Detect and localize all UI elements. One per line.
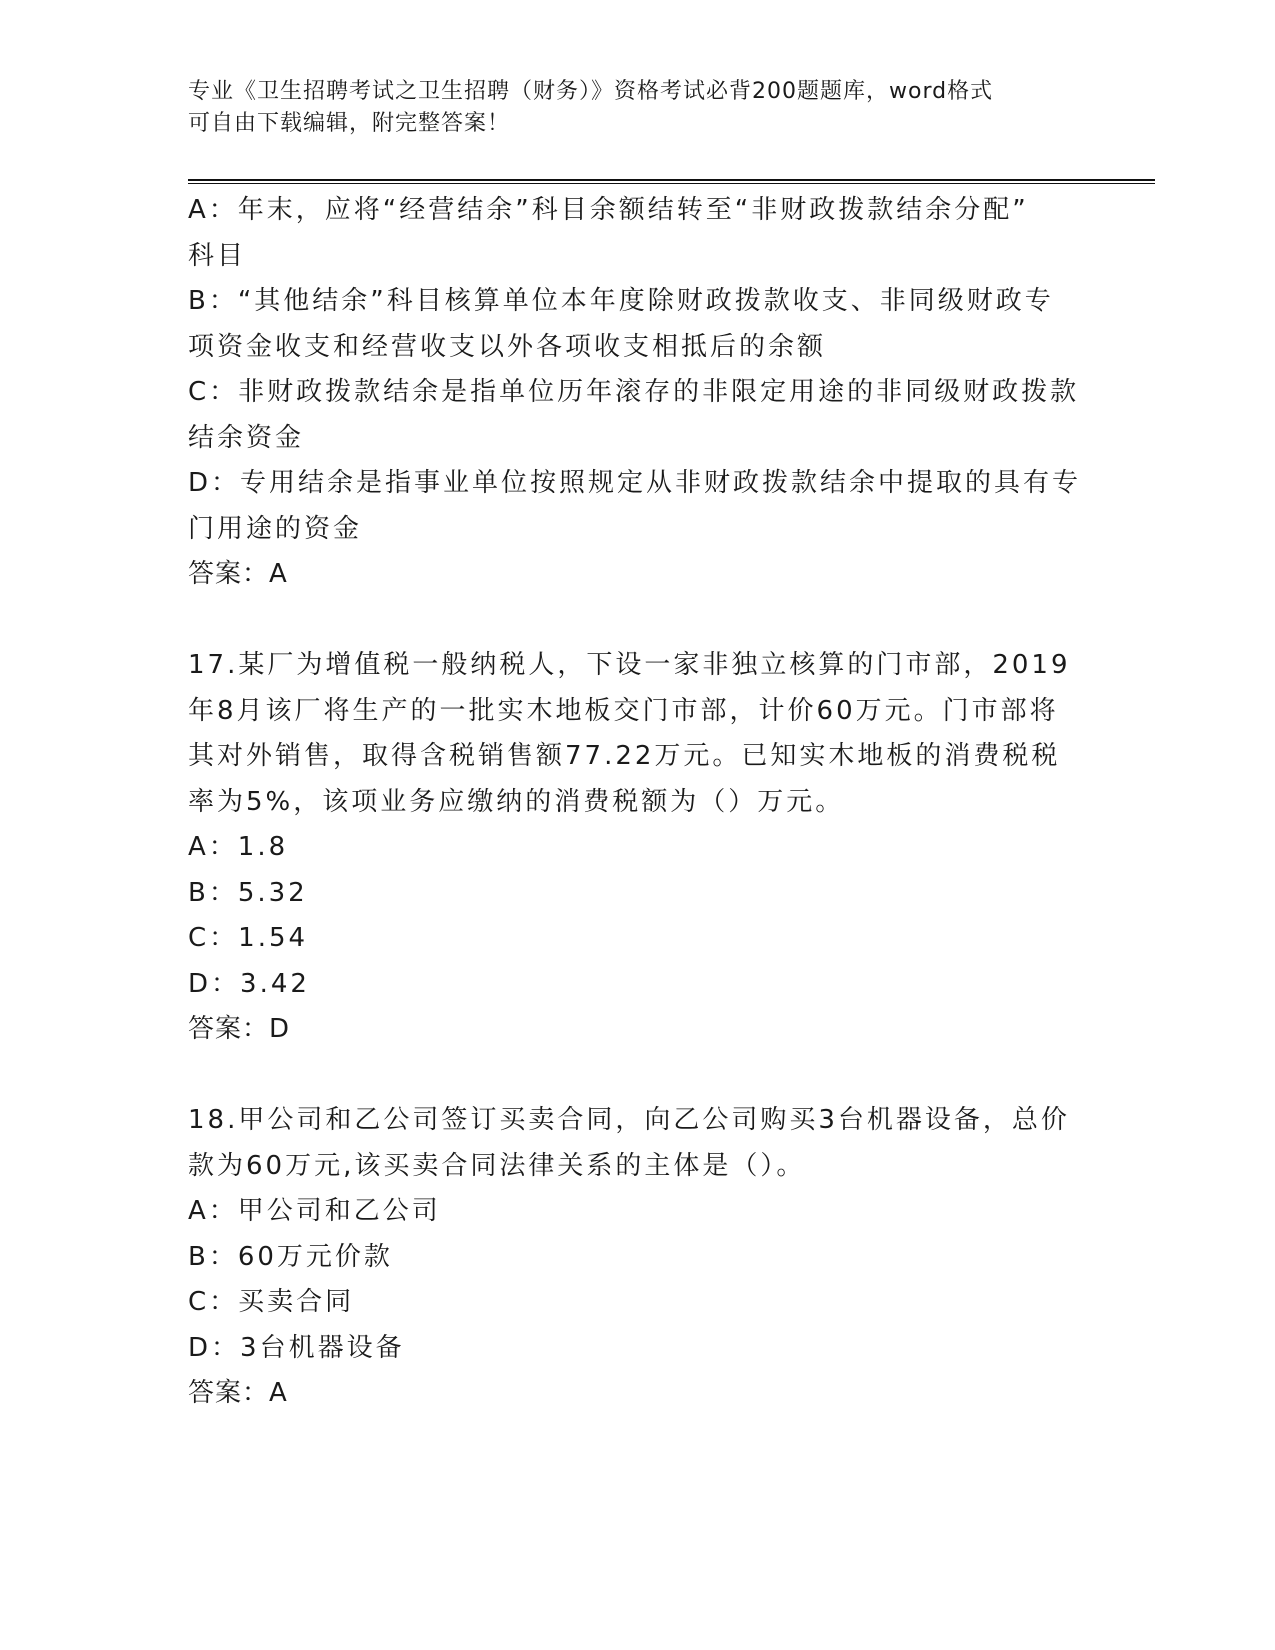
q16-answer: 答案：A — [188, 559, 288, 589]
q16-option-b-line-2: 项资金收支和经营收支以外各项收支相抵后的余额 — [188, 331, 827, 362]
q16-option-c-line-2: 结余资金 — [188, 422, 305, 453]
q17-stem-line-1: 17.某厂为增值税一般纳税人，下设一家非独立核算的门市部，2019 — [188, 650, 1071, 680]
question-16-options — [188, 188, 1088, 598]
q16-option-d-line-1: D：专用结余是指事业单位按照规定从非财政拨款结余中提取的具有专 — [188, 468, 1082, 498]
q16-option-d-line-2: 门用途的资金 — [188, 513, 363, 544]
q16-option-a-line-2: 科目 — [188, 240, 247, 271]
question-18 — [188, 1098, 1088, 1417]
q18-answer: 答案：A — [188, 1378, 288, 1408]
question-spacer — [188, 598, 1088, 644]
document-body — [188, 188, 1088, 1417]
q18-stem-line-1: 18.甲公司和乙公司签订买卖合同，向乙公司购买3台机器设备，总价 — [188, 1105, 1070, 1135]
q17-option-c: C：1.54 — [188, 923, 309, 953]
q16-option-c-line-1: C：非财政拨款结余是指单位历年滚存的非限定用途的非同级财政拨款 — [188, 377, 1080, 407]
document-header — [188, 76, 1088, 140]
q18-option-d: D：3台机器设备 — [188, 1332, 405, 1363]
q17-stem-line-4: 率为5%，该项业务应缴纳的消费税额为（）万元。 — [188, 786, 845, 817]
q18-option-a: A：甲公司和乙公司 — [188, 1196, 441, 1226]
q17-stem-line-2: 年8月该厂将生产的一批实木地板交门市部，计价60万元。门市部将 — [188, 695, 1059, 726]
q18-stem-line-2: 款为60万元,该买卖合同法律关系的主体是（）。 — [188, 1150, 806, 1181]
q18-option-b: B：60万元价款 — [188, 1241, 393, 1272]
q17-option-a: A：1.8 — [188, 832, 289, 862]
header-title-line-2: 可自由下载编辑，附完整答案！ — [188, 111, 511, 136]
question-17 — [188, 643, 1088, 1053]
q17-option-d: D：3.42 — [188, 968, 310, 999]
q18-option-c: C：买卖合同 — [188, 1287, 355, 1317]
q17-answer: 答案：D — [188, 1014, 291, 1044]
q17-stem-line-3: 其对外销售，取得含税销售额77.22万元。已知实木地板的消费税税 — [188, 741, 1061, 771]
question-spacer — [188, 1053, 1088, 1099]
header-title-line-1: 专业《卫生招聘考试之卫生招聘（财务）》资格考试必背200题题库，word格式 — [188, 79, 994, 104]
header-divider — [188, 179, 1155, 184]
q16-option-b-line-1: B：“其他结余”科目核算单位本年度除财政拨款收支、非同级财政专 — [188, 286, 1054, 316]
q16-option-a-line-1: A：年末，应将“经营结余”科目余额结转至“非财政拨款结余分配” — [188, 195, 1029, 225]
q17-option-b: B：5.32 — [188, 877, 308, 908]
